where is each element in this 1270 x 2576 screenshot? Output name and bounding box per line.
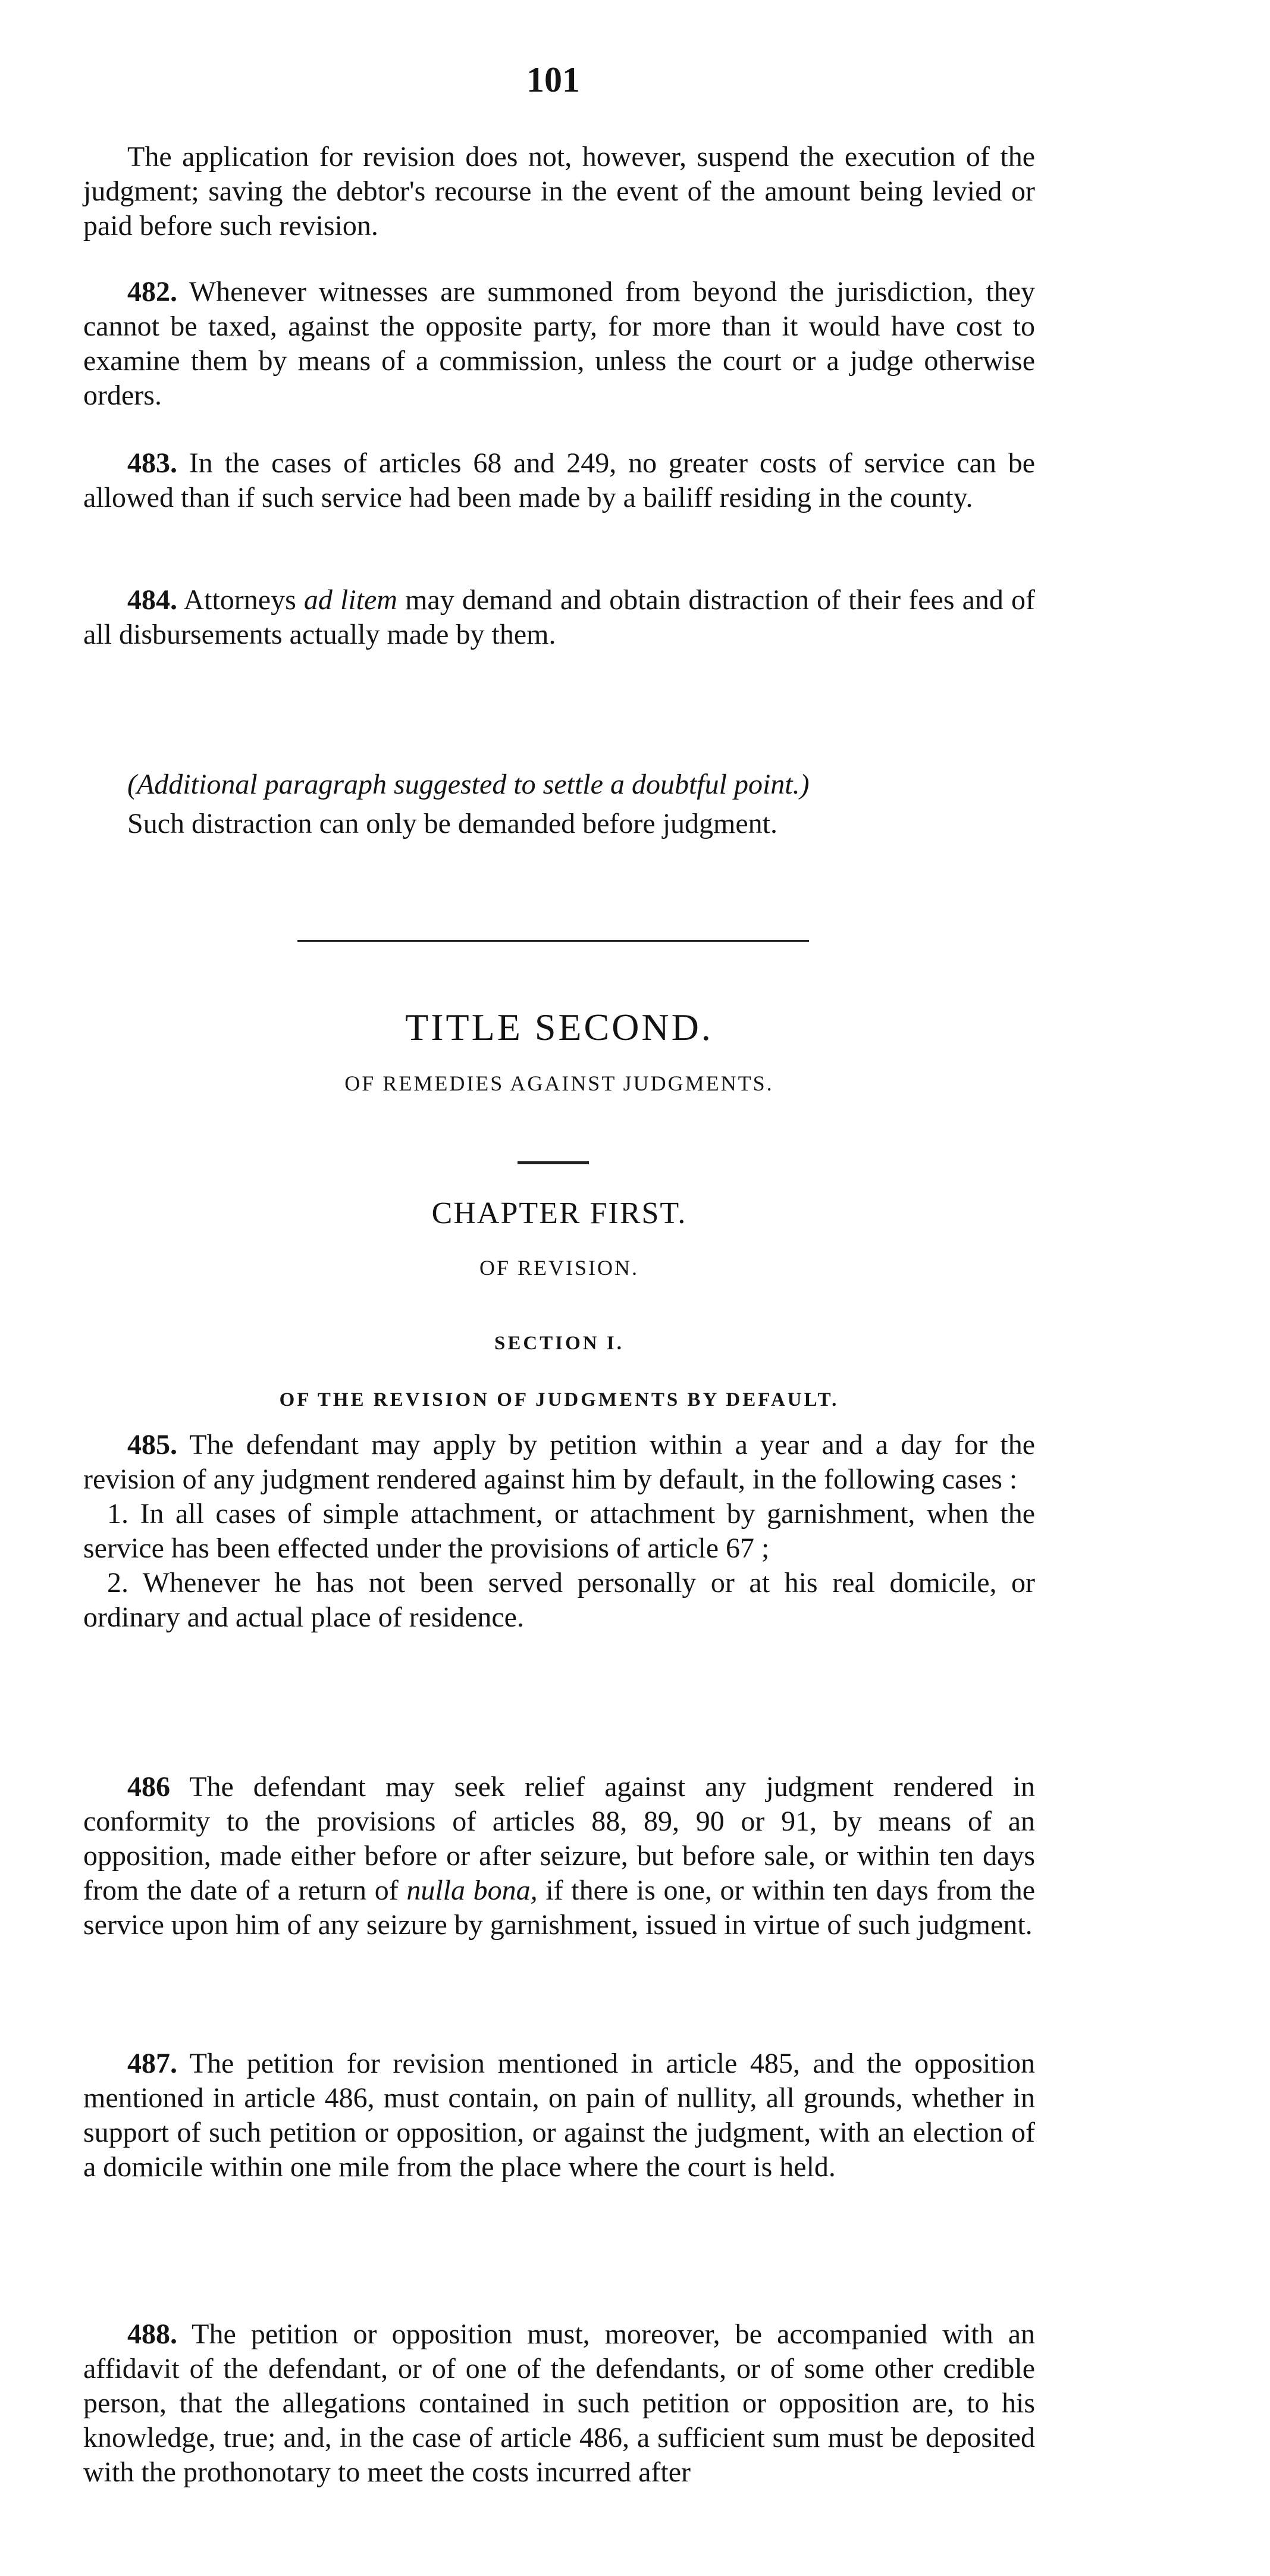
article-484-number: 484. (127, 584, 177, 616)
article-484 (83, 583, 1035, 652)
article-482-text: Whenever witnesses are summoned from beyond the jurisdiction, they cannot be taxed, against the opposite party, for more than it would have cost to examine them by means of a commission, unless the court or a judge otherwise orders. (83, 276, 1035, 411)
chapter-heading: CHAPTER FIRST. (431, 1196, 687, 1230)
article-485-number: 485. (127, 1429, 177, 1461)
page-number: 101 (526, 60, 580, 99)
article-484-post: may demand and obtain distraction of their fees and of all disbursements actually made by them. (83, 584, 1036, 650)
article-486-post: if there is one, or within ten days from the service upon him of any seizure by garnishment, issued in virtue of such judgment. (83, 1875, 1035, 1941)
article-485-item-2: 2. Whenever he has not been served personally or at his real domicile, or ordinary and actual place of residence. (83, 1567, 1035, 1633)
article-486-number: 486 (127, 1771, 170, 1803)
intro-paragraph-block (83, 140, 1035, 243)
article-484-pre: Attorneys (177, 584, 304, 616)
article-485-item-1: 1. In all cases of simple attachment, or attachment by garnishment, when the service has been effected under the provisions of article 67 ; (83, 1498, 1035, 1564)
article-488-text: The petition or opposition must, moreover, be accompanied with an affidavit of the defendant, or of one of the defendants, or of some other credible person, that the allegations contained in such petition or opposition are, to his knowledge, true; and, in the case of article 486, a sufficient sum must be deposited with the prothonotary to meet the costs incurred after (83, 2318, 1035, 2488)
article-486-italic: nulla bona, (406, 1875, 538, 1906)
article-484-paragraph (83, 583, 1035, 652)
article-485-paragraph (83, 1428, 1035, 1497)
article-482 (83, 275, 1035, 413)
article-485-text: The defendant may apply by petition within a year and a day for the revision of any judgment rendered against him by default, in the following cases : (83, 1429, 1035, 1495)
title-heading: TITLE SECOND. (405, 1006, 713, 1048)
article-488-number: 488. (127, 2318, 177, 2350)
article-486-pre: The defendant may seek relief against any judgment rendered in conformity to the provisions of articles 88, 89, 90 or 91, by means of an opposition, made either before or after seizure, but before sale, or within ten days from the date of a return of (83, 1771, 1035, 1906)
additional-note: (Additional paragraph suggested to settle a doubtful point.) (127, 769, 810, 800)
article-485 (83, 1428, 1035, 1635)
short-divider-rule (518, 1161, 589, 1164)
article-483-paragraph (83, 446, 1035, 515)
article-487 (83, 2047, 1035, 2185)
article-487-text: The petition for revision mentioned in article 485, and the opposition mentioned in article 486, must contain, on pain of nullity, all grounds, whether in support of such petition or opposition, or against the judgment, with an election of a domicile within one mile from the place where the court is held. (83, 2048, 1035, 2183)
article-484-italic: ad litem (303, 584, 397, 616)
article-486 (83, 1770, 1035, 1942)
intro-paragraph: The application for revision does not, however, suspend the execution of the judgment; saving the debtor's recourse in the event of the amount being levied or paid before such revision. (83, 141, 1035, 242)
article-486-paragraph (83, 1770, 1035, 1942)
article-488-paragraph (83, 2317, 1035, 2490)
article-483-number: 483. (127, 447, 177, 479)
article-482-paragraph (83, 275, 1035, 413)
section-heading: SECTION I. (494, 1333, 624, 1354)
title-subheading: OF REMEDIES AGAINST JUDGMENTS. (344, 1071, 774, 1095)
article-483-text: In the cases of articles 68 and 249, no greater costs of service can be allowed than if such service had been made by a bailiff residing in the county. (83, 447, 1035, 513)
article-488 (83, 2317, 1035, 2490)
article-487-number: 487. (127, 2048, 177, 2079)
article-483 (83, 446, 1035, 515)
additional-text: Such distraction can only be demanded before judgment. (127, 808, 778, 839)
article-482-number: 482. (127, 276, 177, 308)
section-divider-rule (297, 940, 809, 942)
article-487-paragraph (83, 2047, 1035, 2185)
chapter-subheading: OF REVISION. (479, 1256, 639, 1280)
section-subheading: OF THE REVISION OF JUDGMENTS BY DEFAULT. (279, 1389, 839, 1411)
additional-paragraph-block (83, 767, 1035, 841)
